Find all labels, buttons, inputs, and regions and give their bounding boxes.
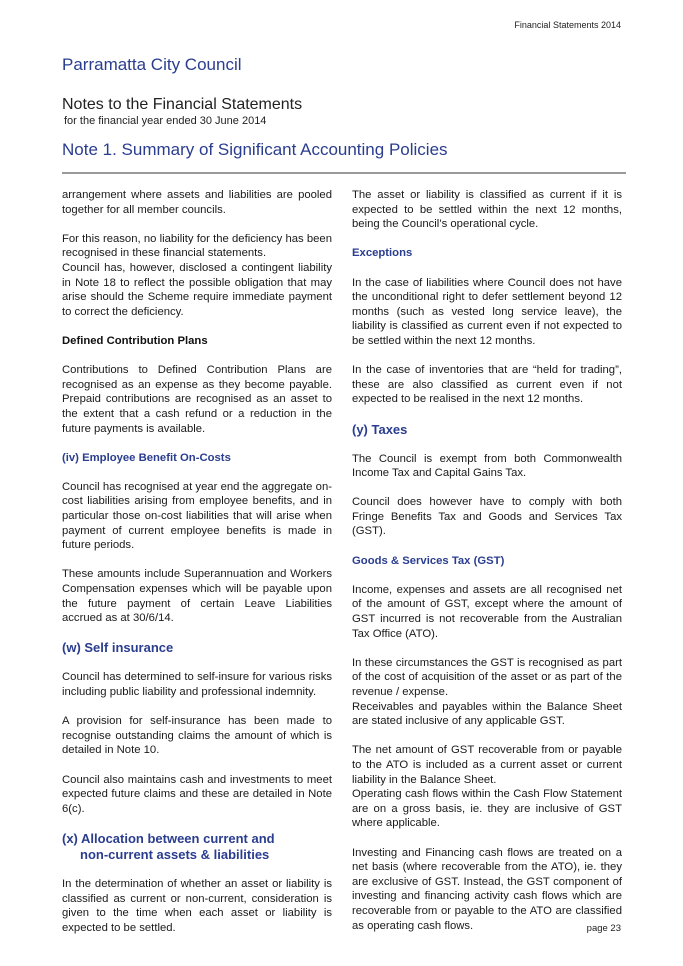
paragraph: Receivables and payables within the Balance Sheet are stated inclusive of any applicable GST. (352, 700, 622, 728)
paragraph: Council also maintains cash and investments to meet expected future claims and these are detailed in Note 6(c). (62, 773, 332, 815)
paragraph: These amounts include Superannuation and Workers Compensation expenses which will be payable upon the future payment of certain Leave Liabilities accrued as at 30/6/14. (62, 568, 332, 625)
council-name: Parramatta City Council (62, 55, 242, 74)
section-heading-gst: Goods & Services Tax (GST) (352, 554, 505, 567)
paragraph: The asset or liability is classified as current if it is expected to be settled within the next 12 months, being the Council’s operational cycle. (352, 189, 622, 231)
notes-subtitle: for the financial year ended 30 June 2014 (64, 115, 267, 127)
document-label: Financial Statements 2014 (514, 20, 621, 30)
paragraph: In the case of inventories that are “held for trading”, these are also classified as current even if not expected to be realised in the next 12 months. (352, 364, 622, 406)
section-heading-dcp: Defined Contribution Plans (62, 334, 208, 347)
section-heading-exceptions: Exceptions (352, 247, 413, 260)
paragraph: Council does however have to comply with both Fringe Benefits Tax and Goods and Services Tax (GST). (352, 496, 622, 538)
section-heading-x-line1: (x) Allocation between current and (62, 830, 275, 846)
paragraph: In the case of liabilities where Council does not have the unconditional right to defer settlement beyond 12 months (such as vested long service leave), the liability is classified as current even if not expected to be settled within the next 12 months. (352, 276, 622, 347)
paragraph: A provision for self-insurance has been made to recognise outstanding claims the amount of which is detailed in Note 10. (62, 715, 332, 757)
page-number: page 23 (586, 923, 621, 934)
paragraph: In the determination of whether an asset or liability is classified as current or non-current, consideration is given to the time when each asset or liability is expected to be settled. (62, 877, 332, 934)
paragraph: Operating cash flows within the Cash Flow Statement are on a gross basis, ie. they are inclusive of GST where applicable. (352, 788, 622, 830)
paragraph: In these circumstances the GST is recognised as part of the cost of acquisition of the asset or as part of the revenue / expense. (352, 656, 622, 698)
note-heading: Note 1. Summary of Significant Accounting Policies (62, 140, 448, 159)
paragraph: The Council is exempt from both Commonwealth Income Tax and Capital Gains Tax. (352, 452, 622, 480)
section-heading-x-line2: non-current assets & liabilities (80, 846, 270, 862)
right-column (352, 188, 622, 948)
paragraph: Council has recognised at year end the aggregate on-cost liabilities arising from employee benefits, and in particular those on-cost liabilities that will arise when payment of current employee benefits is made in future periods. (62, 480, 332, 552)
paragraph: arrangement where assets and liabilities are pooled together for all member councils. (62, 189, 332, 216)
paragraph: Council has determined to self-insure for various risks including public liability and professional indemnity. (62, 671, 332, 698)
section-heading-iv: (iv) Employee Benefit On-Costs (62, 451, 231, 464)
paragraph: Council has, however, disclosed a contingent liability in Note 18 to reflect the possible obligation that may arise should the Scheme require immediate payment to correct the deficiency. (62, 261, 332, 318)
section-heading-x (62, 831, 332, 863)
section-heading-w: (w) Self insurance (62, 640, 174, 656)
left-column (62, 188, 332, 950)
paragraph: Income, expenses and assets are all recognised net of the amount of GST, except where the amount of GST incurred is not recoverable from the Australian Tax Office (ATO). (352, 583, 622, 640)
section-heading-y: (y) Taxes (352, 421, 408, 437)
paragraph: Investing and Financing cash flows are treated on a net basis (where recoverable from the ATO), ie. they are exclusive of GST. Instead, the GST component of investing and financing activity cash flows which are recoverable from or payable to the ATO are classified as operating cash flows. (352, 846, 622, 932)
paragraph: For this reason, no liability for the deficiency has been recognised in these financial statements. (62, 232, 332, 260)
paragraph: The net amount of GST recoverable from or payable to the ATO is included as a current asset or current liability in the Balance Sheet. (352, 744, 622, 786)
notes-title: Notes to the Financial Statements (62, 96, 303, 113)
header-divider (62, 172, 626, 174)
paragraph: Contributions to Defined Contribution Plans are recognised as an expense as they become payable. Prepaid contributions are recognised as an asset to the extent that a cash refund or a reduction in the future payments is available. (62, 364, 332, 435)
